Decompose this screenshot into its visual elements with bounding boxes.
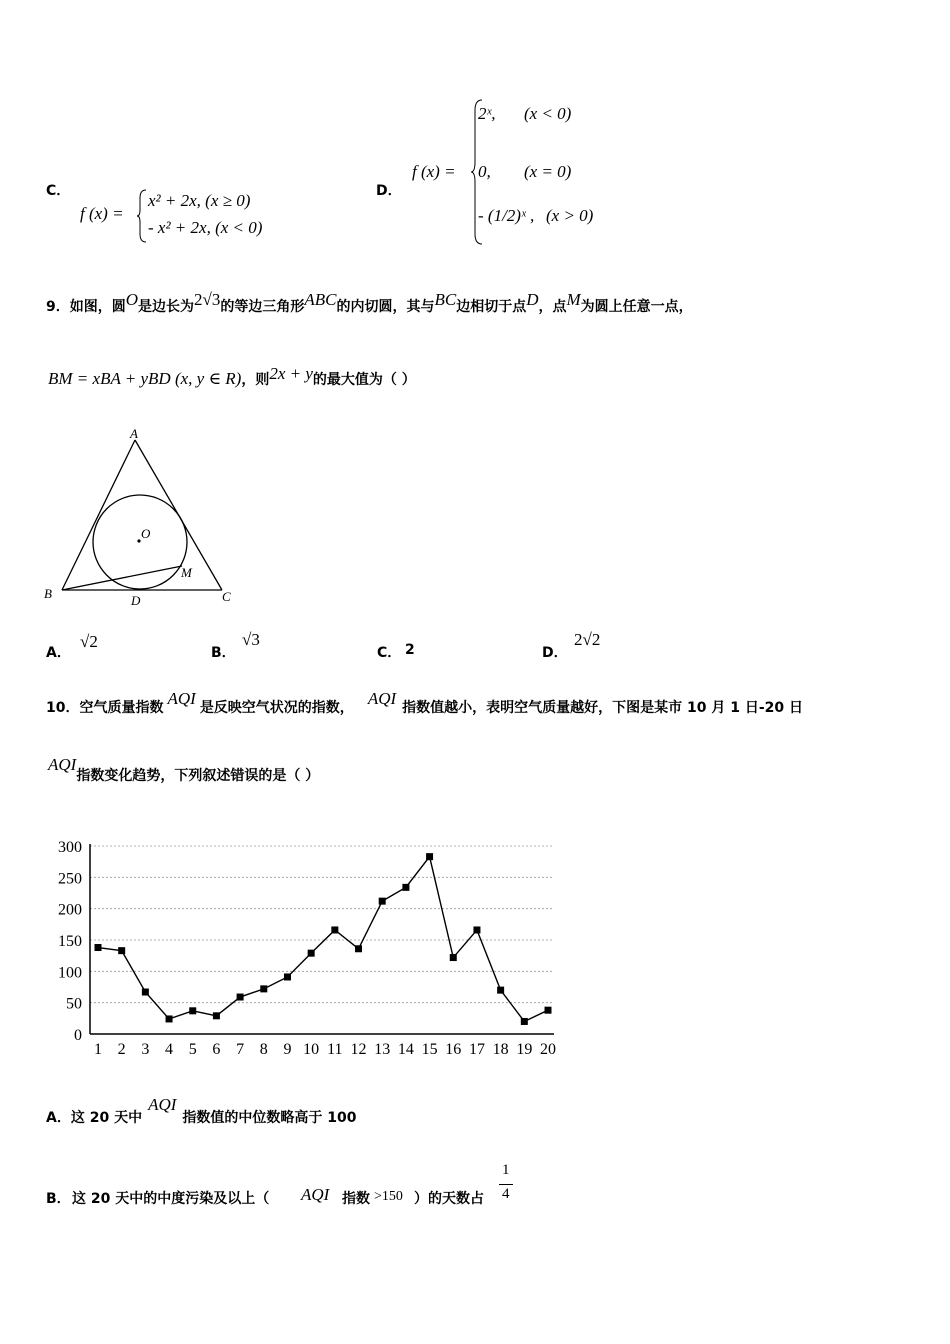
q10-option-b-label: B． [46,1191,71,1207]
data-point [545,1007,552,1014]
q9-options [46,628,666,661]
option-c-label: C． [46,183,71,199]
q10-text: 指数变化趋势，下列叙述错误的是（ ） [76,768,320,784]
d-case2-expr: 0, [478,162,491,181]
q9-math-expr: 2x + y [269,364,313,383]
q10-option-b [46,1162,566,1216]
y-tick-label: 150 [58,933,82,950]
x-tick-label: 19 [516,1041,533,1058]
x-tick-label: 14 [397,1041,414,1058]
q9-text: 是边长为 [138,299,195,315]
x-tick-label: 11 [327,1041,343,1058]
q9-text: 的内切圆，其与 [336,299,435,315]
data-point [95,944,102,951]
q10-option-b-compare: >150 [374,1189,403,1204]
q9-math-O: O [125,290,139,309]
q10-option-a-text: 指数值的中位数略高于 100 [182,1110,357,1126]
data-point [497,987,504,994]
x-tick-label: 16 [445,1041,462,1058]
x-tick-label: 2 [117,1041,126,1058]
q10-option-a-label: A． [46,1110,71,1126]
q9-option-b-label: B． [211,645,236,661]
q9-option-b-value: √3 [242,630,260,649]
q10-aqi: AQI [367,689,397,708]
q9-stem-line1 [46,290,693,323]
y-tick-label: 0 [74,1027,82,1044]
x-tick-label: 3 [141,1041,150,1058]
q9-text: 的等边三角形 [220,299,305,315]
data-point [308,950,315,957]
label-M: M [181,565,192,580]
x-tick-label: 20 [540,1041,556,1058]
x-tick-label: 15 [421,1041,438,1058]
triangle-side-ab [62,440,135,590]
q9-number: 9． [46,299,70,315]
y-tick-label: 50 [66,995,82,1013]
q9-figure [40,420,250,610]
x-tick-label: 5 [188,1041,197,1058]
data-point [142,989,149,996]
c-case1: x² + 2x, (x ≥ 0) [148,191,251,210]
x-tick-label: 1 [94,1041,102,1058]
q10-option-b-text: 这 20 天中的中度污染及以上（ [72,1191,270,1207]
fraction-bar [499,1184,513,1185]
label-O: O [141,526,151,541]
x-tick-label: 12 [350,1041,367,1058]
y-tick-label: 300 [58,839,82,856]
data-point [166,1015,173,1022]
data-point [260,985,267,992]
data-point [473,926,480,933]
q9-option-a-label: A． [46,645,71,661]
q9-math-ABC: ABC [304,290,337,309]
q9-vector-equation: BM = xBA + yBD (x, y ∈ R) [48,369,242,388]
q10-option-b-text: ）的天数占 [414,1191,484,1207]
data-point [331,926,338,933]
x-tick-label: 17 [468,1041,485,1058]
q10-stem-line1 [46,690,803,725]
q9-math-BC: BC [434,290,457,309]
q10-option-a [46,1095,357,1135]
data-point [426,853,433,860]
segment-bm [62,566,182,590]
x-tick-label: 9 [283,1041,292,1058]
label-B: B [44,586,52,601]
q10-option-b-text: 指数 [342,1191,370,1207]
q9-text: 边相切于点 [456,299,527,315]
c-brace [136,188,148,244]
q9-math-D: D [526,290,539,309]
c-lhs: f (x) = [80,204,124,223]
data-point [237,994,244,1001]
q9-text: ，则 [241,372,270,388]
q9-text: 为圆上任意一点， [580,299,693,315]
aqi-line-chart [40,832,570,1064]
x-tick-label: 6 [212,1041,221,1058]
chart-axes [90,844,554,1034]
label-D: D [131,593,141,608]
q9-text: 的最大值为（ ） [312,372,416,388]
q10-aqi: AQI [48,755,77,774]
q10-text: 指数值越小，表明空气质量越好，下图是某市 10 月 1 日-20 日 [402,700,804,716]
data-point [355,945,362,952]
d-case3-expr: - (1/2)ˣ , [478,206,535,225]
chart-gridlines [90,846,554,1003]
x-tick-label: 8 [259,1041,268,1058]
label-A: A [130,426,138,441]
fraction-denominator: 4 [502,1186,510,1202]
fraction-numerator: 1 [502,1162,510,1178]
q10-aqi: AQI [167,689,196,708]
c-case2: - x² + 2x, (x < 0) [148,218,263,237]
y-tick-label: 200 [58,901,82,919]
data-point [189,1007,196,1014]
d-lhs: f (x) = [412,162,456,181]
data-point [402,884,409,891]
y-tick-label: 100 [58,964,82,982]
x-tick-label: 10 [303,1041,320,1058]
q10-number: 10． [46,700,80,716]
x-tick-label: 18 [492,1041,509,1058]
y-tick-label: 250 [58,870,82,888]
aqi-series-markers [95,853,552,1025]
q9-text: ，点 [538,299,567,315]
q9-option-a-value: √2 [80,632,98,651]
q9-option-c-label: C． [377,645,402,661]
x-tick-label: 7 [236,1041,245,1058]
d-case1-expr: 2ˣ, [478,104,496,123]
data-point [284,973,291,980]
data-point [213,1012,220,1019]
q10-option-b-aqi: AQI [301,1185,330,1204]
x-tick-label: 4 [165,1041,174,1058]
q9-text: 如图，圆 [69,299,126,315]
q10-text: 空气质量指数 [79,700,164,716]
q9-option-d-label: D． [542,645,568,661]
data-point [450,954,457,961]
x-tick-labels [94,1041,556,1058]
q10-text: 是反映空气状况的指数， [199,700,354,716]
q10-option-a-text: 这 20 天中 [70,1110,143,1126]
q10-option-a-aqi: AQI [148,1095,177,1114]
data-point [379,898,386,905]
x-tick-label: 13 [374,1041,391,1058]
q9-option-c-value: 2 [405,642,415,658]
d-case2-cond: (x = 0) [524,162,572,181]
option-d-label: D． [376,183,402,199]
d-case3-cond: (x > 0) [546,206,594,225]
data-point [521,1018,528,1025]
q9-math-M: M [566,290,581,309]
aqi-series-line [98,857,548,1022]
d-case1-cond: (x < 0) [524,104,572,123]
q9-option-d-value: 2√2 [574,630,601,649]
q10-stem-line2 [48,755,320,793]
q9-math-side: 2√3 [194,290,221,309]
data-point [118,947,125,954]
q9-stem-line2 [48,364,416,395]
y-tick-labels [58,839,82,1044]
label-C: C [222,589,231,604]
